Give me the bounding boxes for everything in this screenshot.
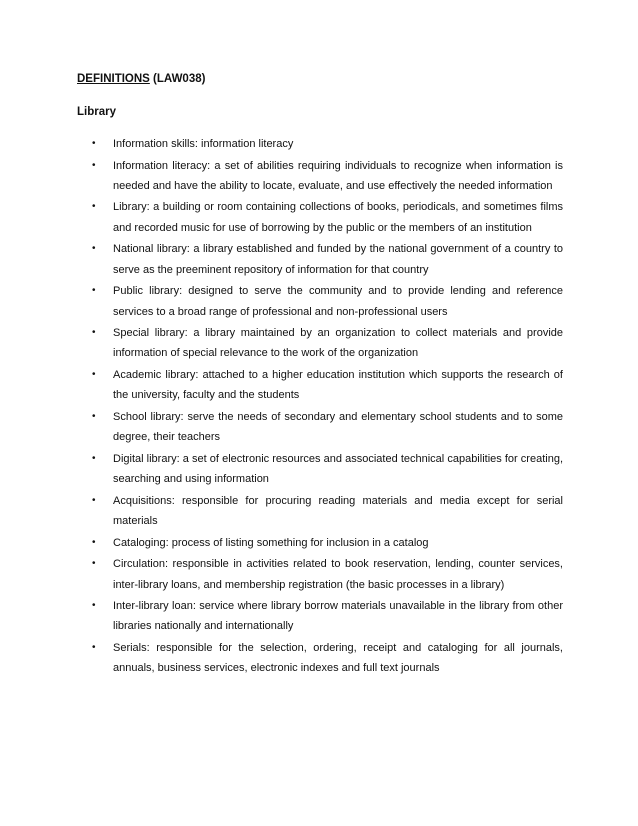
definition-text: National library: a library established and funded by the national government of a country to serve as the preeminent repository of information for that country	[113, 243, 563, 276]
definition-item	[77, 197, 563, 238]
definition-item	[77, 239, 563, 280]
title-main: DEFINITIONS	[77, 73, 150, 85]
bullet-icon: •	[92, 201, 96, 213]
bullet-icon: •	[92, 600, 96, 612]
definition-text: School library: serve the needs of secondary and elementary school students and to some degree, their teachers	[113, 410, 563, 444]
document-page	[77, 71, 563, 680]
bullet-icon: •	[92, 494, 96, 506]
definition-item	[77, 156, 563, 197]
definition-text: Information literacy: a set of abilities requiring individuals to recognize when information is needed and have the ability to locate, evaluate, and use effectively the needed information	[113, 159, 563, 192]
definition-text: Special library: a library maintained by an organization to collect materials and provide information of special relevance to the work of the organization	[113, 327, 563, 360]
definition-text: Cataloging: process of listing something for inclusion in a catalog	[113, 536, 429, 549]
bullet-icon: •	[92, 558, 96, 570]
bullet-icon: •	[92, 159, 96, 171]
definition-text: Academic library: attached to a higher education institution which supports the research of the university, faculty and the students	[113, 369, 563, 402]
definition-item	[77, 323, 563, 364]
definition-item	[77, 533, 563, 553]
definition-item	[77, 596, 563, 637]
definition-item	[77, 638, 563, 679]
definition-text: Digital library: a set of electronic resources and associated technical capabilities for creating, searching and using information	[113, 452, 563, 486]
definition-text: Library: a building or room containing collections of books, periodicals, and sometimes films and recorded music for use of borrowing by the public or the members of an institution	[113, 201, 563, 234]
definition-text: Public library: designed to serve the community and to provide lending and reference services to a broad range of professional and non-professional users	[113, 285, 563, 318]
definition-item	[77, 491, 563, 532]
definition-text: Inter-library loan: service where library borrow materials unavailable in the library from other libraries nationally and internationally	[113, 600, 563, 633]
bullet-icon: •	[92, 536, 96, 548]
definition-text: Information skills: information literacy	[113, 138, 294, 150]
definition-item	[77, 365, 563, 406]
bullet-icon: •	[92, 243, 96, 255]
document-title	[77, 71, 563, 87]
definition-item	[77, 134, 563, 154]
definition-list	[77, 134, 563, 679]
bullet-icon: •	[92, 452, 96, 464]
definition-text: Acquisitions: responsible for procuring reading materials and media except for serial materials	[113, 494, 563, 528]
section-heading: Library	[77, 106, 116, 118]
bullet-icon: •	[92, 138, 96, 149]
definition-text: Circulation: responsible in activities related to book reservation, lending, counter services, inter-library loans, and membership registration (the basic processes in a library)	[113, 558, 563, 591]
definition-item	[77, 449, 563, 490]
definition-item	[77, 554, 563, 595]
bullet-icon: •	[92, 410, 96, 422]
title-code: (LAW038)	[153, 73, 206, 85]
bullet-icon: •	[92, 641, 96, 653]
bullet-icon: •	[92, 369, 96, 381]
bullet-icon: •	[92, 285, 96, 297]
definition-item	[77, 407, 563, 448]
definition-item	[77, 281, 563, 322]
bullet-icon: •	[92, 327, 96, 339]
definition-text: Serials: responsible for the selection, ordering, receipt and cataloging for all journals, annuals, business services, electronic indexes and full text journals	[113, 641, 563, 675]
